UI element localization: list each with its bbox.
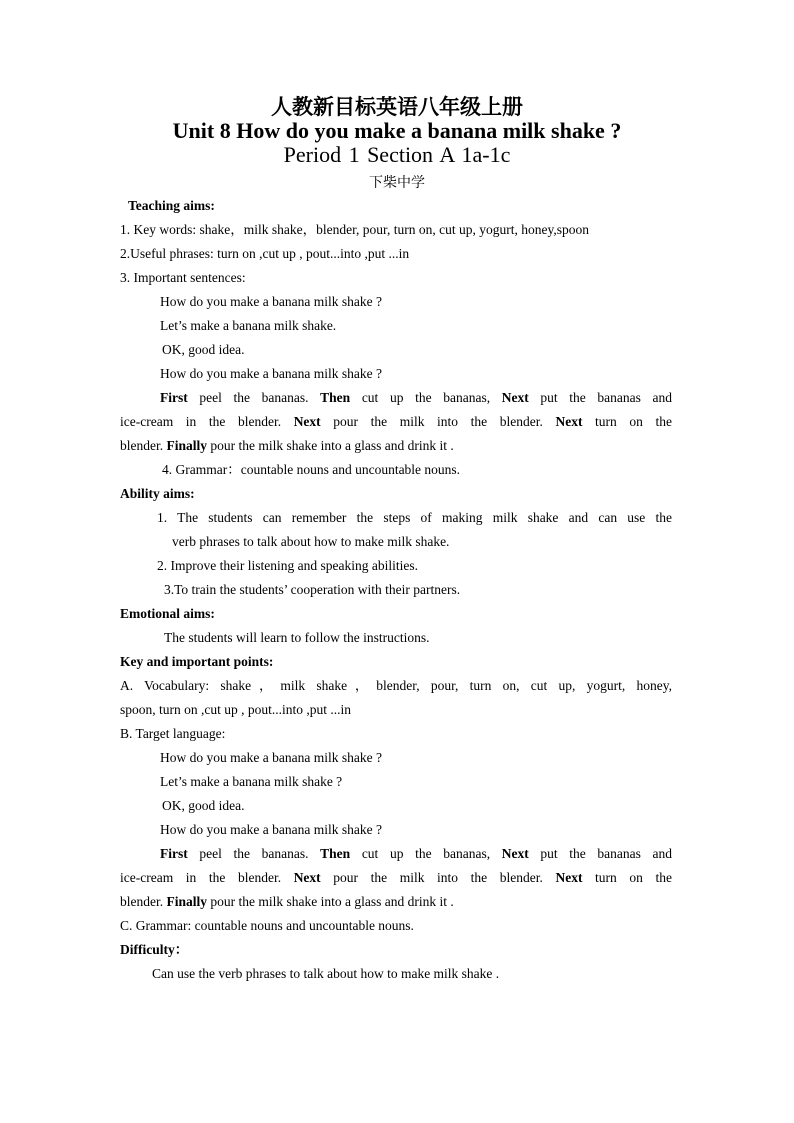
target-steps-line-1	[160, 845, 672, 863]
steps-line-2	[120, 413, 672, 431]
target-sentence-4: How do you make a banana milk shake ?	[160, 822, 382, 837]
difficulty-heading: Difficulty：	[120, 942, 189, 957]
target-sentence-2: Let’s make a banana milk shake ?	[160, 774, 343, 789]
then-keyword: Then	[320, 846, 351, 861]
sentence-3: OK, good idea.	[162, 342, 245, 357]
vocabulary-line-1: A. Vocabulary: shake，milk shake，blender, pour, turn on, cut up, yogurt, honey,	[120, 678, 672, 693]
document-title-en: Unit 8 How do you make a banana milk shake ?	[172, 118, 622, 143]
ability-item-2: 2. Improve their listening and speaking abilities.	[157, 558, 418, 573]
vocabulary-line-2: spoon, turn on ,cut up , pout...into ,put ...in	[120, 702, 351, 717]
document-title-cn: 人教新目标英语八年级上册	[271, 95, 523, 119]
sentence-4: How do you make a banana milk shake ?	[160, 366, 382, 381]
difficulty-text: Can use the verb phrases to talk about how to make milk shake .	[152, 966, 500, 981]
ability-item-3: 3.To train the students’ cooperation with their partners.	[164, 582, 461, 597]
steps-text: blender.	[120, 894, 167, 909]
target-steps-line-2	[120, 869, 672, 887]
finally-keyword: Finally	[166, 894, 208, 909]
steps-text: blender.	[120, 438, 167, 453]
next-keyword: Next	[555, 414, 583, 429]
emotional-aims-heading: Emotional aims:	[120, 606, 215, 621]
teaching-aims-heading: Teaching aims:	[128, 198, 215, 213]
steps-line-1	[160, 389, 672, 407]
ability-aims-heading: Ability aims:	[120, 486, 195, 501]
next-keyword: Next	[293, 414, 321, 429]
next-keyword: Next	[555, 870, 583, 885]
important-sentences-label: 3. Important sentences:	[120, 270, 246, 285]
first-keyword: First	[160, 846, 188, 861]
steps-text: turn on the	[582, 414, 672, 429]
sentence-2: Let’s make a banana milk shake.	[160, 318, 337, 333]
school-name: 下柴中学	[369, 175, 425, 191]
next-keyword: Next	[293, 870, 321, 885]
next-keyword: Next	[501, 390, 529, 405]
steps-text: cut up the bananas,	[350, 846, 502, 861]
then-keyword: Then	[320, 390, 351, 405]
steps-text: put the bananas and	[528, 390, 672, 405]
steps-text: pour the milk shake into a glass and drink it .	[207, 894, 454, 909]
emotional-aims-text: The students will learn to follow the instructions.	[164, 630, 430, 645]
steps-text: put the bananas and	[528, 846, 672, 861]
finally-keyword: Finally	[166, 438, 208, 453]
first-keyword: First	[160, 390, 188, 405]
key-points-heading: Key and important points:	[120, 654, 274, 669]
steps-text: pour the milk into the blender.	[320, 870, 556, 885]
target-sentence-3: OK, good idea.	[162, 798, 245, 813]
steps-text: ice-cream in the blender.	[120, 414, 294, 429]
target-language-label: B. Target language:	[120, 726, 226, 741]
next-keyword: Next	[501, 846, 529, 861]
key-grammar-line: C. Grammar: countable nouns and uncountable nouns.	[120, 918, 414, 933]
grammar-line: 4. Grammar：countable nouns and uncountable nouns.	[162, 462, 461, 477]
steps-text: pour the milk into the blender.	[320, 414, 556, 429]
key-words-line: 1. Key words: shake，milk shake，blender, pour, turn on, cut up, yogurt, honey,spoon	[120, 222, 589, 237]
steps-text: ice-cream in the blender.	[120, 870, 294, 885]
useful-phrases-line: 2.Useful phrases: turn on ,cut up , pout...into ,put ...in	[120, 246, 410, 261]
target-steps-line-3	[120, 893, 454, 911]
ability-item-1-line-2: verb phrases to talk about how to make milk shake.	[172, 534, 450, 549]
sentence-1: How do you make a banana milk shake ?	[160, 294, 382, 309]
period-section-line: Period 1 Section A 1a-1c	[283, 142, 511, 167]
steps-text: cut up the bananas,	[350, 390, 502, 405]
target-sentence-1: How do you make a banana milk shake ?	[160, 750, 382, 765]
ability-item-1-line-1: 1. The students can remember the steps of making milk shake and can use the	[157, 510, 672, 525]
steps-text: peel the bananas.	[187, 390, 321, 405]
steps-line-3	[120, 437, 454, 455]
steps-text: turn on the	[582, 870, 672, 885]
steps-text: peel the bananas.	[187, 846, 321, 861]
steps-text: pour the milk shake into a glass and drink it .	[207, 438, 454, 453]
